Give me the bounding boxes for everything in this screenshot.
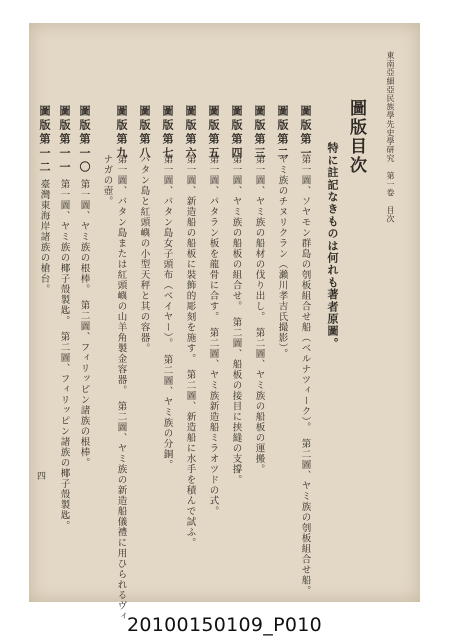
plate-label: 圖版第一一 xyxy=(58,105,71,175)
plate-caption: 第一圖、パタラン板を龍骨に合す。 第二圖、ヤミ族新造船ミラオツドの式。 xyxy=(207,154,219,517)
plate-label: 圖版第四 xyxy=(230,105,243,161)
plate-caption: 第一圖、ヤミ族の根棒。 第二圖、フィリッピン諸族の根棒。 xyxy=(78,179,90,469)
page-note: 特に註記なきものは何れも著者原圖。 xyxy=(326,142,339,350)
plate-label: 圖版第六 xyxy=(184,105,197,161)
plate-caption: 第一圖、新造船の船板に裝飾的彫刻を施す。 第二圖、新造船に水手を積んで試ふ。 xyxy=(184,154,196,549)
archive-id-label: 20100150109_P010 xyxy=(127,614,322,636)
plate-caption: 第一圖、バタン島または紅頭嶼の山羊角製金容器。 第二圖、ヤミ族の新造船儀禮に用ひられるヴィ xyxy=(115,154,127,622)
plate-caption: ヤミ族のチヌリクラン（瀨川孝吉氏撮影）。 xyxy=(276,154,288,360)
plate-label: 圖版第八 xyxy=(138,105,151,161)
page-number: 四 xyxy=(35,471,45,480)
plate-caption: 第一圖、ヤミ族の船材の伐り出し。 第二圖、ヤミ族の船板の運搬。 xyxy=(253,154,265,475)
plate-caption: 第一圖、ヤミ族の船板の組合せ。 第二圖、船板の接目に挟縫の支撐。 xyxy=(230,154,242,486)
plate-caption: 第一圖、ヤミ族の椰子殼製匙。 第二圖、フィリッピン諸族の椰子殼製匙。 xyxy=(58,179,70,532)
plate-caption: バタン島と紅頭嶼の小型天秤と其の容器。 xyxy=(138,154,150,354)
plate-label: 圖版第九 xyxy=(115,105,128,161)
plate-label: 圖版第三 xyxy=(253,105,266,161)
plate-label: 圖版第五 xyxy=(207,105,220,161)
plate-label: 圖版第七 xyxy=(161,105,174,161)
running-header: 東南亞細亞民族學先史學研究 第一卷 目次 xyxy=(386,51,395,223)
plate-label: 圖版第二 xyxy=(276,105,289,161)
plate-label: 圖版第一 xyxy=(299,105,312,161)
plate-caption: 臺灣東海岸諸族の槍台。 xyxy=(38,179,50,295)
plate-label: 圖版第一二 xyxy=(38,105,51,175)
plate-label: 圖版第一〇 xyxy=(78,105,91,175)
document-page xyxy=(29,23,420,622)
plate-caption: 第一圖、バタン島女子頭布（ベイヤー）。 第二圖、ヤミ族の分銅。 xyxy=(161,154,173,470)
plate-caption-continued: ナガの壺。 xyxy=(101,154,113,207)
plate-caption: 第一圖、ソヤモン群島の刳板組合せ船（ベルナツィーク）。 第二圖、ヤミ族の刳板組合せ船。 xyxy=(299,154,311,596)
page-title: 圖版目次 xyxy=(346,99,366,175)
